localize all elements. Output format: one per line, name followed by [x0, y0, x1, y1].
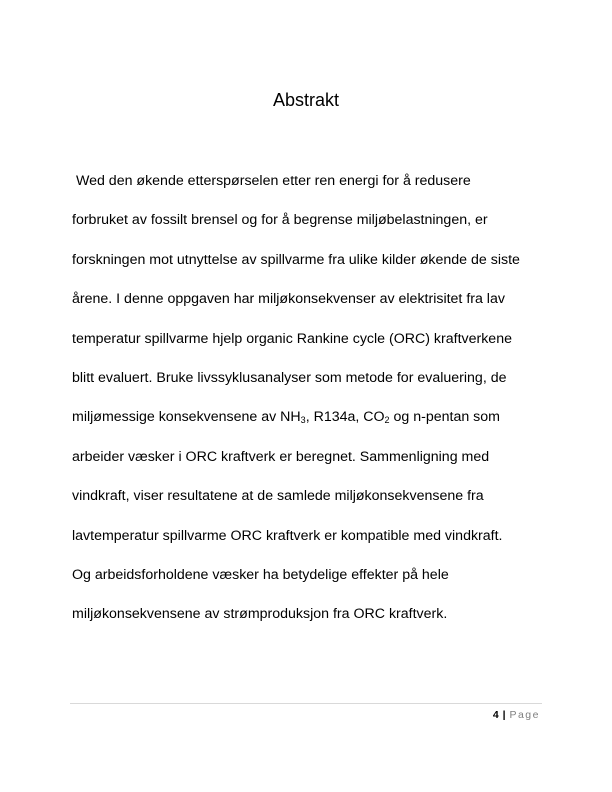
page-title: Abstrakt — [272, 90, 340, 110]
page-number: 4 — [492, 709, 500, 721]
line7-part1: miljømessige konsekvensene av NH — [72, 409, 301, 426]
abstract-line: vindkraft, viser resultatene at de samlede miljøkonsekvensene fra — [72, 488, 484, 505]
abstract-body — [72, 162, 544, 635]
abstract-line-chemicals — [72, 398, 544, 437]
abstract-line: Wed den økende etterspørselen etter ren energi for å redusere — [72, 173, 471, 189]
abstract-line: årene. I denne oppgaven har miljøkonsekvenser av elektrisitet fra lav — [72, 291, 505, 308]
abstract-line: miljøkonsekvensene av strømproduksjon fra ORC kraftverk. — [72, 606, 448, 623]
abstract-line: temperatur spillvarme hjelp organic Rankine cycle (ORC) kraftverkene — [72, 330, 512, 347]
abstract-line: forbruket av fossilt brensel og for å begrense miljøbelastningen, er — [72, 212, 488, 229]
page-label: Page — [509, 709, 540, 721]
line7-part3: og n-pentan som — [389, 409, 500, 426]
line7-part2: , R134a, CO — [305, 409, 385, 426]
abstract-line: Og arbeidsforholdene væsker ha betydelige effekter på hele — [72, 566, 449, 583]
abstract-line: blitt evaluert. Bruke livssyklusanalyser som metode for evaluering, de — [72, 369, 507, 386]
co2-subscript: 2 — [384, 415, 390, 426]
footer-divider — [70, 703, 542, 704]
abstract-line: arbeider væsker i ORC kraftverk er beregnet. Sammenligning med — [72, 448, 490, 465]
footer-separator: | — [502, 709, 507, 721]
page-footer — [493, 708, 540, 722]
abstract-line: forskningen mot utnyttelse av spillvarme fra ulike kilder økende de siste — [72, 251, 520, 268]
abstract-line: lavtemperatur spillvarme ORC kraftverk er kompatible med vindkraft. — [72, 527, 503, 544]
nh3-subscript: 3 — [300, 415, 306, 426]
